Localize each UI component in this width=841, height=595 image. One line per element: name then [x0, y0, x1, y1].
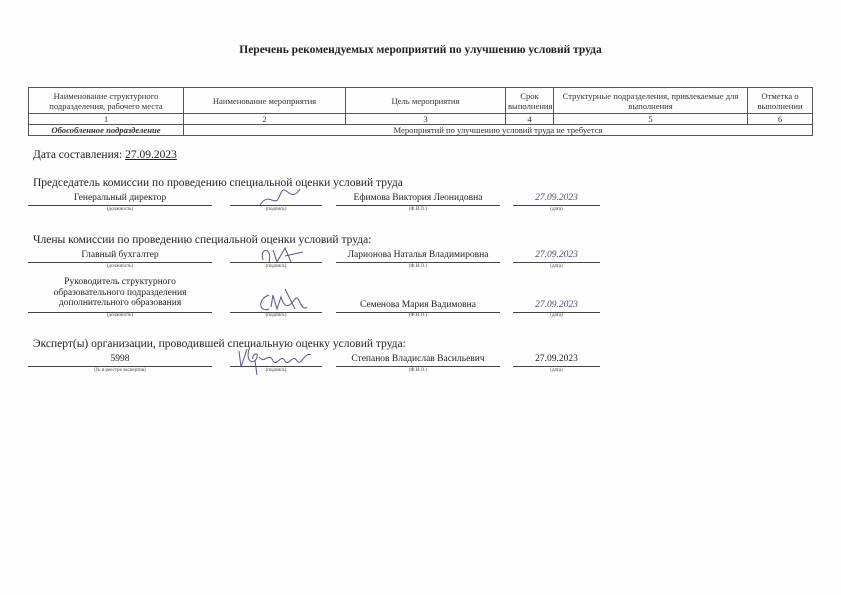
column-header: Срок выполнения	[506, 88, 554, 114]
date-compiled	[33, 149, 177, 161]
member-name: Семенова Мария Вадимовна	[336, 299, 500, 313]
caption-fio: (Ф.И.О.)	[408, 368, 428, 373]
chair-date: 27.09.2023	[513, 192, 600, 206]
caption-signature: (подпись)	[265, 207, 287, 212]
column-header: Наименование мероприятия	[184, 88, 346, 114]
column-number: 2	[184, 114, 346, 125]
member-date: 27.09.2023	[513, 249, 600, 263]
caption-fio: (Ф.И.О.)	[408, 264, 428, 269]
unit-cell: Обособленное подразделение	[29, 125, 184, 136]
caption-position: (должность)	[106, 313, 134, 318]
caption-position: (должность)	[106, 264, 134, 269]
caption-signature: (подпись)	[265, 368, 287, 373]
member-signature-icon	[255, 242, 305, 268]
chair-name: Ефимова Виктория Леонидовна	[336, 192, 500, 206]
column-number: 5	[554, 114, 748, 125]
caption-position: (должность)	[106, 207, 134, 212]
member-date: 27.09.2023	[513, 299, 600, 313]
column-header: Наименование структурного подразделения, рабочего места	[29, 88, 184, 114]
expert-registry-number: 5998	[28, 353, 212, 367]
column-number: 1	[29, 114, 184, 125]
date-value: 27.09.2023	[125, 149, 177, 161]
chair-position: Генеральный директор	[28, 192, 212, 206]
date-label: Дата составления:	[33, 149, 123, 161]
caption-date: (дата)	[550, 368, 563, 373]
caption-signature: (подпись)	[265, 264, 287, 269]
member-position: Главный бухгалтер	[28, 249, 212, 263]
member-name: Ларионова Наталья Владимировна	[336, 249, 500, 263]
caption-fio: (Ф.И.О.)	[408, 313, 428, 318]
member-position: Руководитель структурного образовательного подразделения дополнительного образования	[28, 277, 212, 313]
caption-fio: (Ф.И.О.)	[408, 207, 428, 212]
caption-date: (дата)	[550, 207, 563, 212]
table-row	[29, 125, 813, 136]
column-header: Цель мероприятия	[346, 88, 506, 114]
caption-date: (дата)	[550, 264, 563, 269]
column-header: Отметка о выполнении	[748, 88, 813, 114]
document-title: Перечень рекомендуемых мероприятий по улучшению условий труда	[239, 44, 602, 56]
column-number: 6	[748, 114, 813, 125]
chair-signature-icon	[255, 185, 305, 213]
expert-signature-icon	[235, 343, 320, 377]
caption-signature: (подпись)	[265, 313, 287, 318]
column-header: Структурные подразделения, привлекаемые для выполнения	[554, 88, 748, 114]
expert-heading: Эксперт(ы) организации, проводившей специальную оценку условий труда:	[33, 338, 406, 350]
table-header-row	[29, 88, 813, 114]
measure-cell: Мероприятий по улучшению условий труда не требуется	[184, 125, 813, 136]
column-number: 4	[506, 114, 554, 125]
caption-date: (дата)	[550, 313, 563, 318]
table-number-row	[29, 114, 813, 125]
chair-heading: Председатель комиссии по проведению специальной оценки условий труда	[33, 177, 403, 189]
expert-date: 27.09.2023	[513, 353, 600, 367]
measures-table	[28, 87, 813, 136]
expert-name: Степанов Владислав Васильевич	[336, 353, 500, 367]
caption-registry: (№ в реестре экспертов)	[94, 368, 146, 373]
member-signature-icon	[255, 285, 310, 317]
members-heading: Члены комиссии по проведению специальной оценки условий труда:	[33, 234, 372, 246]
column-number: 3	[346, 114, 506, 125]
